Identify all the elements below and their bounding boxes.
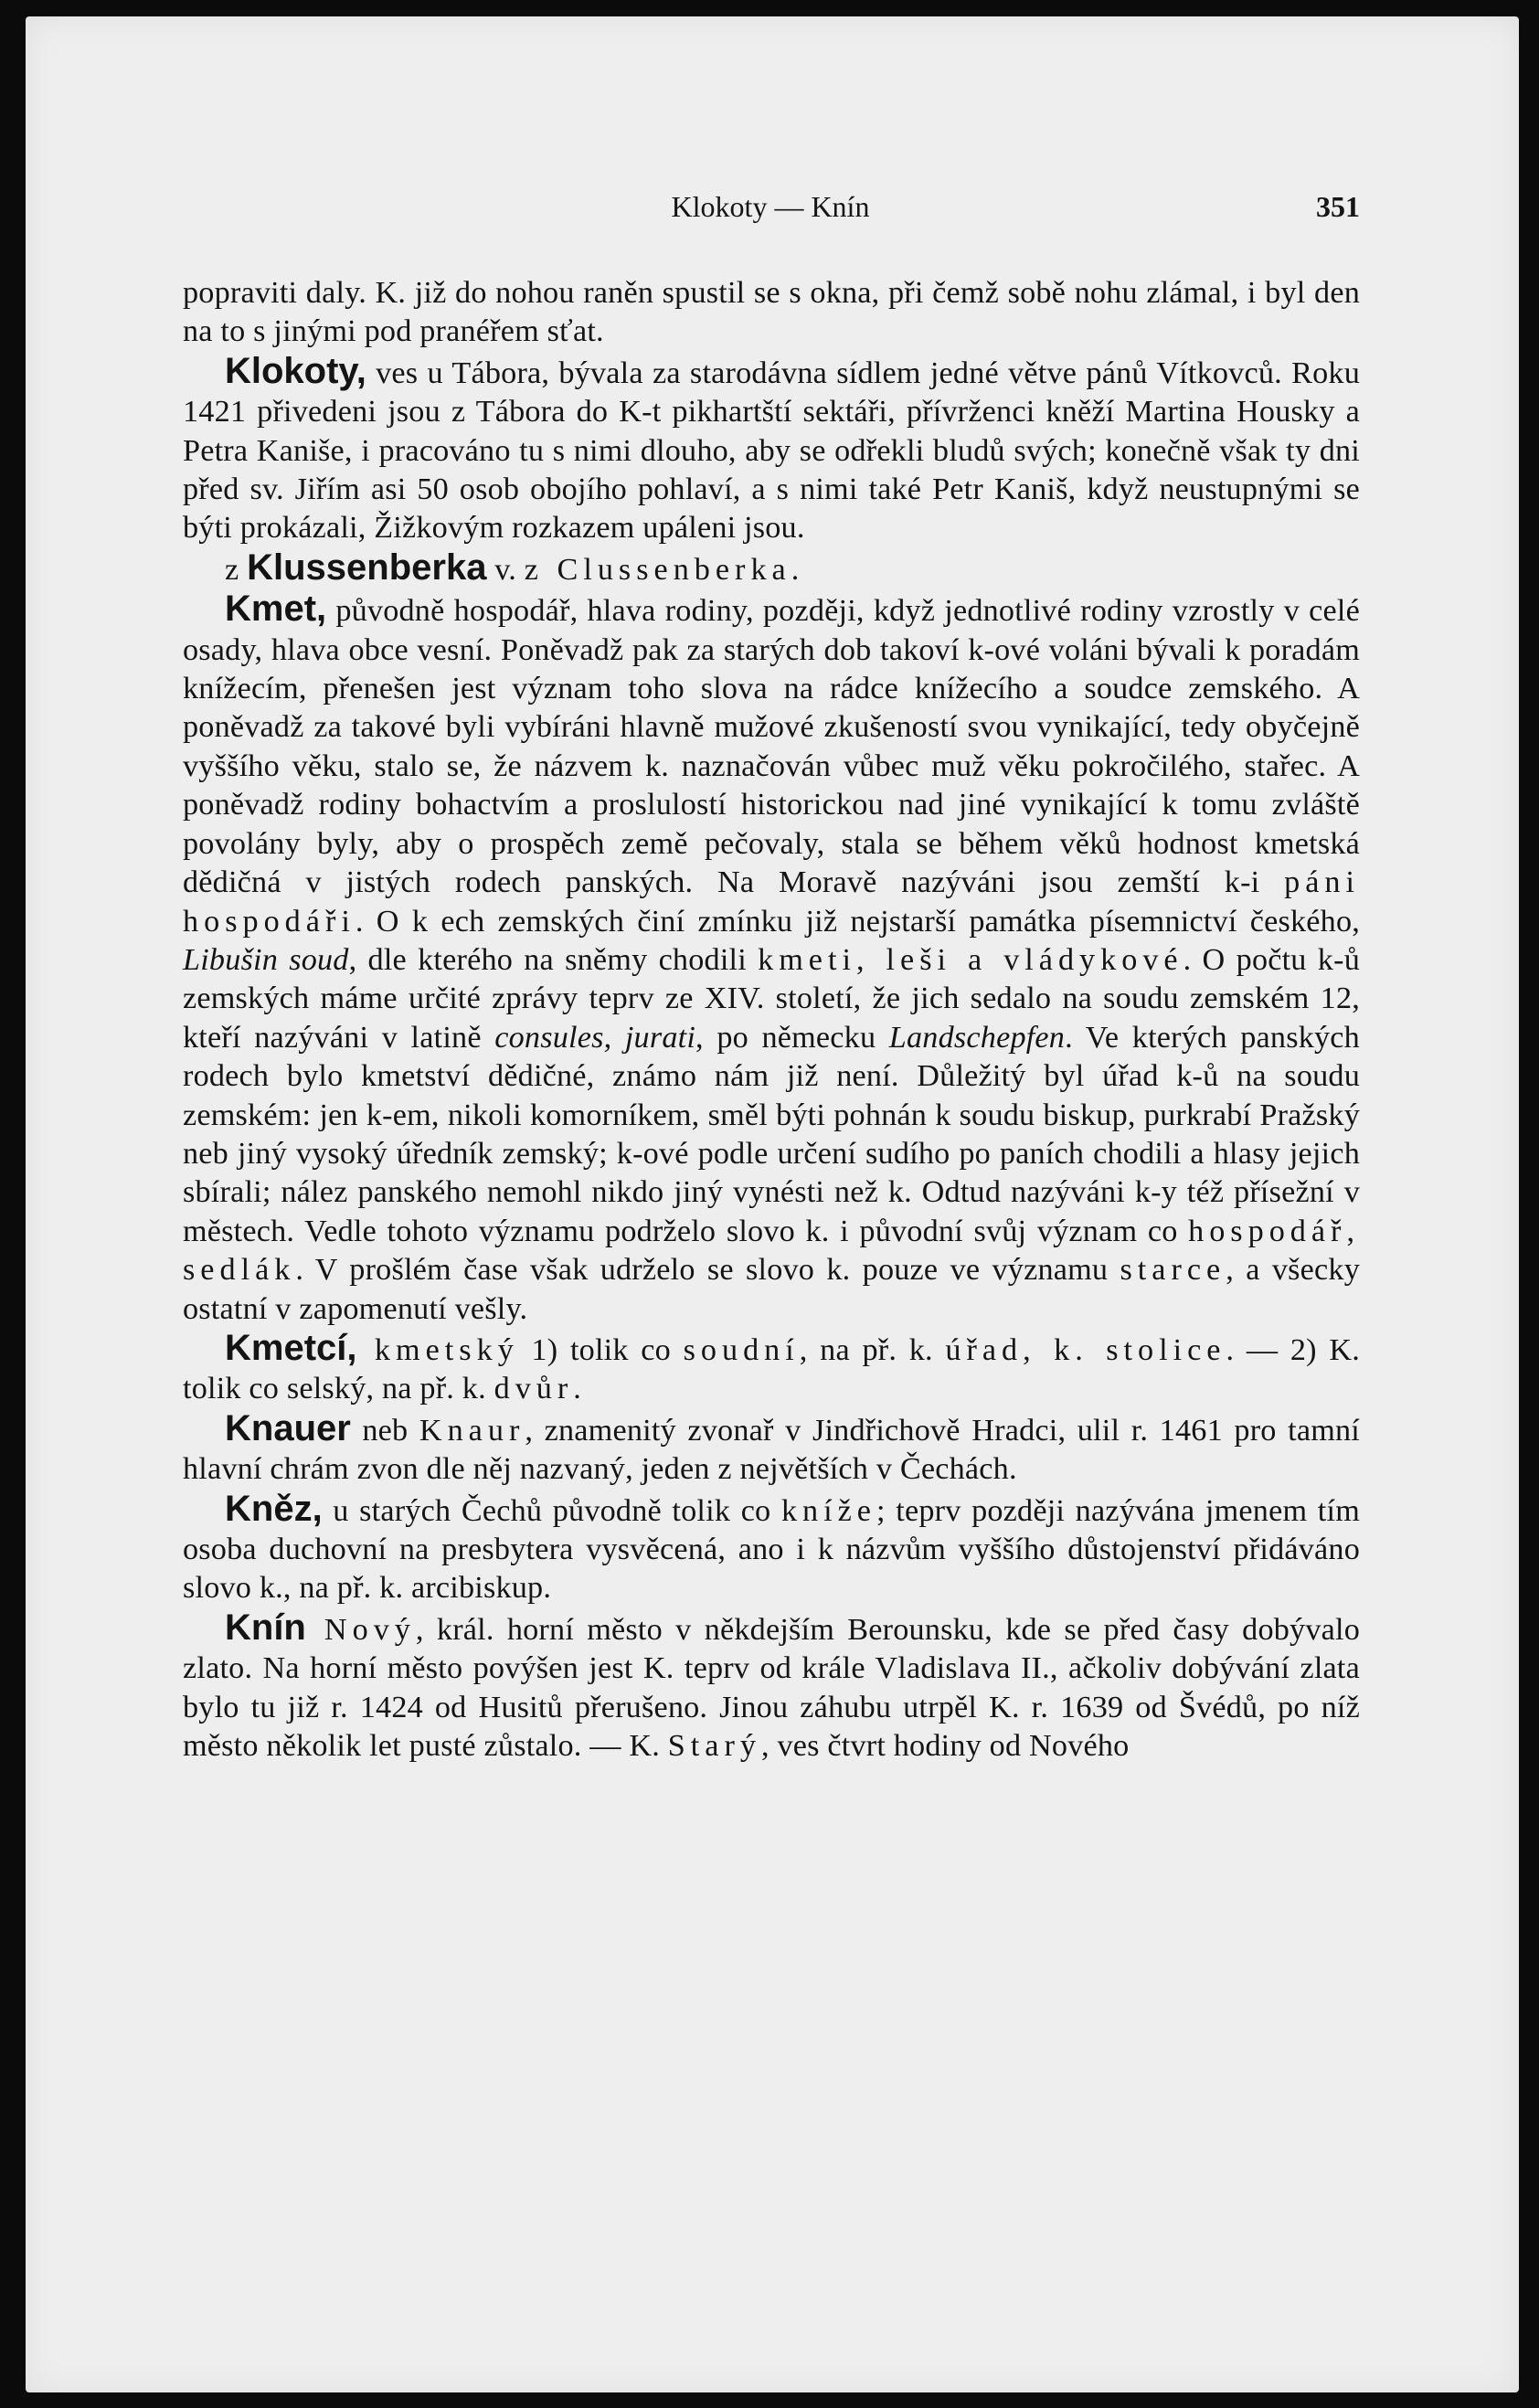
spaced-term: hospodář, sedlák bbox=[183, 1214, 1360, 1288]
entry-knauer bbox=[183, 1409, 1360, 1490]
running-head bbox=[181, 190, 1360, 236]
italic-term: consules, jurati bbox=[494, 1020, 696, 1055]
entry-text: , po německu bbox=[695, 1020, 889, 1055]
spaced-term: starce bbox=[1120, 1253, 1226, 1288]
spaced-term: kmeti, leši a vládykové bbox=[758, 942, 1183, 977]
entry-klokoty bbox=[183, 352, 1360, 548]
spaced-term: páni hospodáři bbox=[183, 865, 1360, 939]
entry-text: , král. horní město v někdejším Berounsku, kde se před časy dobývalo zlato. Na horní město povýšen jest K. teprv od krále Vladislava II., ačkoliv dobývání zlata bylo tu již r. 1424 od Husitů přerušeno. Jinou záhubu utrpěl K. r. 1639 od Švédů, po níž město několik let pusté zůstalo. — K. bbox=[183, 1612, 1360, 1764]
entry-text: ; teprv později nazývána jmenem tím osoba duchovní na presbytera vysvěcená, ano i k názvům vyššího důstojenství přidáváno slovo k., na př. k. arcibiskup. bbox=[183, 1493, 1360, 1606]
spaced-term: kmetský bbox=[356, 1332, 519, 1367]
entry-text: . O počtu k-ů zemských máme určité zprávy teprv ze XIV. století, že jich sedalo na soudu zemském 12, kteří nazýváni v latině bbox=[183, 942, 1360, 1055]
entry-text: neb bbox=[350, 1413, 419, 1448]
continuation-text: popraviti daly. K. již do nohou raněn spustil se s okna, při čemž sobě nohu zlámal, i byl den na to s jinými pod pranéřem sťat. bbox=[183, 276, 1360, 349]
italic-term: Landschepfen bbox=[888, 1020, 1066, 1055]
entry-klussenberka bbox=[183, 548, 1360, 589]
spaced-term: z Clussenberka bbox=[524, 552, 791, 587]
spaced-term: dvůr bbox=[494, 1372, 574, 1406]
entry-text: , a všecky ostatní v zapomenutí vešly. bbox=[183, 1253, 1360, 1326]
entry-text: . V prošlém čase však udrželo se slovo k. pouze ve významu bbox=[295, 1253, 1120, 1288]
entry-text: z bbox=[225, 552, 248, 587]
entry-text: 1) tolik co bbox=[518, 1332, 684, 1367]
spaced-term: soudní bbox=[683, 1332, 800, 1367]
page-number: 351 bbox=[1316, 190, 1360, 223]
spaced-term: Knaur bbox=[419, 1413, 525, 1448]
headword-knez: Kněz, bbox=[225, 1488, 323, 1529]
entry-text: v. bbox=[486, 552, 525, 587]
entry-text: ves u Tábora, bývala za starodávna sídlem jedné větve pánů Vítkovců. Roku 1421 přivedeni jsou z Tábora do K-t pikhartští sektáři, přívrženci kněží Martina Housky a Petra Kaniše, i pracováno tu s nimi dlouho, aby se odřekli bludů svých; konečně však ty dni před sv. Jiřím asi 50 osob obojího pohlaví, a s nimi také Petr Kaniš, když neustupnými se býti prokázali, Žižkovým rozkazem upáleni jsou. bbox=[183, 355, 1360, 546]
entry-text: . Ve kterých panských rodech bylo kmetství dědičné, známo nám již není. Důležitý byl úřad k-ů na soudu zemském: jen k-em, nikoli komorníkem, směl býti pohnán k soudu biskup, purkrabí Pražský neb jiný vysoký úředník zemský; k-ové podle určení sudího po paních chodili a hlasy jejich sbírali; nález panského nemohl nikdo jiný vynésti než k. Odtud nazýváni k-y též přísežní v městech. Vedle tohoto významu podrželo slovo k. i původní svůj význam co bbox=[183, 1020, 1360, 1248]
headword-kmetci: Kmetcí, bbox=[225, 1327, 357, 1368]
entry-text: , ves čtvrt hodiny od Nového bbox=[760, 1729, 1130, 1764]
spaced-term: úřad, k. stolice bbox=[945, 1332, 1226, 1367]
entry-continuation bbox=[183, 274, 1360, 352]
entry-text: původně hospodář, hlava rodiny, později, když jednotlivé rodiny vzrostly v celé osady, hlava obce vesní. Poněvadž pak za starých dob takoví k-ové voláni bývali k poradám knížecím, přenešen jest význam toho slova na rádce knížecího a soudce zemského. A poněvadž za takové byli vybíráni hlavně mužové zkušeností svou vynikající, tedy obyčejně vyššího věku, stalo se, že názvem k. naznačován vůbec muž věku pokročilého, stařec. A poněvadž rodiny bohactvím a proslulostí historickou nad jiné vynikající k tomu zvláště povolány byly, aby o prospěch země pečovaly, stala se během věků hodnost kmetská dědičná v jistých rodech panských. Na Moravě nazýváni jsou zemští k-i bbox=[183, 594, 1360, 900]
headword-klussenberka: Klussenberka bbox=[247, 546, 487, 588]
headword-kmet: Kmet, bbox=[225, 589, 327, 630]
entry-knez bbox=[183, 1490, 1360, 1608]
entry-knin bbox=[183, 1608, 1360, 1766]
entry-text: . — 2) K. tolik co selský, na př. k. bbox=[183, 1332, 1360, 1406]
entry-text: . bbox=[573, 1372, 582, 1406]
entry-kmetci bbox=[183, 1329, 1360, 1409]
entry-text: , dle kterého na sněmy chodili bbox=[348, 942, 759, 977]
italic-term: Libušin soud bbox=[183, 942, 349, 977]
entry-text: . bbox=[791, 552, 800, 587]
headword-knin: Knín bbox=[225, 1607, 306, 1648]
spaced-term: kníže bbox=[780, 1493, 876, 1528]
running-title: Klokoty — Knín bbox=[671, 190, 870, 223]
spaced-term: Nový bbox=[305, 1612, 416, 1647]
spaced-term: Starý bbox=[667, 1729, 761, 1764]
text-column bbox=[183, 274, 1360, 1766]
entry-text: u starých Čechů původně tolik co bbox=[322, 1493, 781, 1528]
book-page bbox=[26, 16, 1519, 2392]
entry-text: , na př. k. bbox=[799, 1332, 946, 1367]
entry-kmet bbox=[183, 589, 1360, 1329]
headword-knauer: Knauer bbox=[225, 1407, 351, 1448]
entry-text: . O k ech zemských činí zmínku již nejstarší památka písemnictví českého, bbox=[355, 904, 1360, 939]
headword-klokoty: Klokoty, bbox=[225, 350, 366, 391]
entry-text: , znamenitý zvonař v Jindřichově Hradci, ulil r. 1461 pro tamní hlavní chrám zvon dle něj nazvaný, jeden z největších v Čechách. bbox=[183, 1413, 1360, 1487]
